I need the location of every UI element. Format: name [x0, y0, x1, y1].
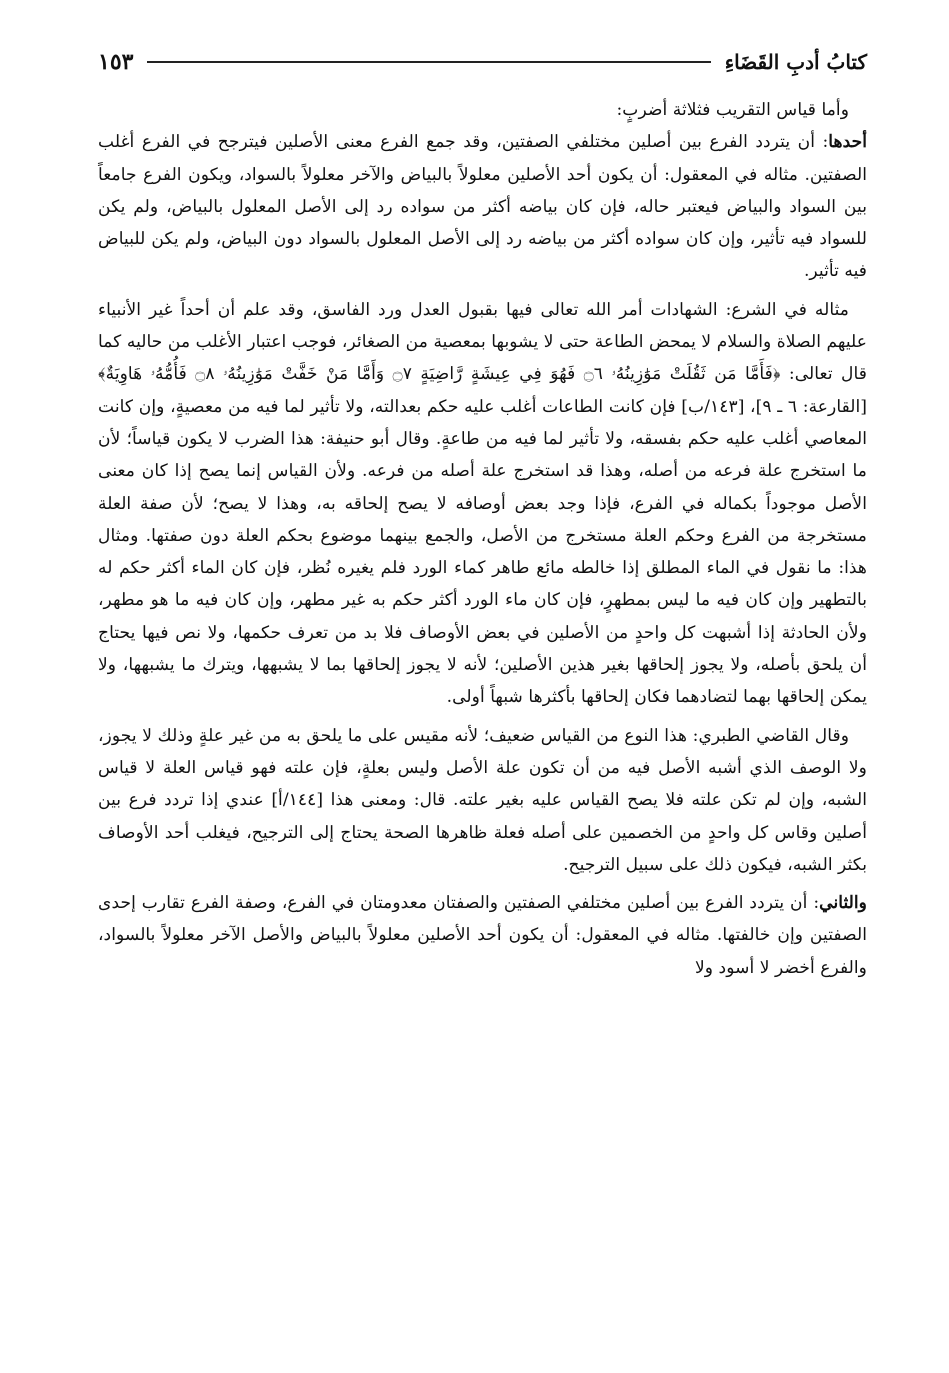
page-number: ١٥٣: [98, 49, 134, 75]
header-rule: [147, 61, 710, 63]
paragraph-second-type: [98, 887, 867, 984]
sharia-example-text: مثاله في الشرع: الشهادات أمر الله تعالى فيها بقبول العدل ورد الفاسق، وقد علم أن أحداً غير الأنبياء عليهم الصلاة والسلام لا يمحض الطاعة حتى لا يشوبها بمعصية من الصغائر، فوجب اعتبار الأغلب من حاليه كما قال تعالى:: [98, 299, 867, 385]
paragraph-sharia-example: [98, 294, 867, 714]
paragraph-tabari: [98, 720, 867, 881]
paragraph-intro-text: وأما قياس التقريب فثلاثة أضربٍ:: [616, 100, 849, 120]
body-text: [98, 94, 867, 984]
book-title: كتابُ أدبِ القَضَاءِ: [724, 50, 867, 74]
quran-verse: ﴿فَأَمَّا مَن ثَقُلَتْ مَوَٰزِينُهُۥ ۝٦ فَهُوَ فِي عِيشَةٍ رَّاضِيَةٍ ۝٧ وَأَمَّا مَنْ خَفَّتْ مَوَٰزِينُهُۥ ۝٨ فَأُمُّهُۥ هَاوِيَةٌ﴾: [98, 364, 781, 385]
sharia-example-continuation: [القارعة: ٦ ـ ٩]، [١٤٣/ب] فإن كانت الطاعات أغلب عليه حكم بعدالته، ولا تأثير لما فيه من معصيةٍ، وإن كانت المعاصي أغلب عليه حكم بفسقه، ولا تأثير لما فيه من طاعةٍ. وقال أبو حنيفة: هذا الضرب لا يكون قياساً؛ لأن ما استخرج علة فرعه من أصله، وهذا قد استخرج علة أصله من فرعه. ولأن القياس إنما يصح إذا كان معنى الأصل موجوداً بكماله في الفرع، فإذا وجد بعض أوصافه لا يصح إلحاقه به، وهذا لا يصح؛ لأن صفة العلة مستخرجة من الفرع وحكم العلة مستخرج من الأصل، والجمع بينهما موضوع بحكم العلة دون صفتها. ومثال هذا: ما نقول في الماء المطلق إذا خالطه مائع طاهر كماء الورد فلم يغيره نُظر، فإن كان الماء أكثر حكم له بالتطهير وإن كان فيه ما ليس بمطهرٍ، فإن كان ماء الورد أكثر حكم به غير مطهر، وإن كان فيه ما هو مطهر، ولأن الحادثة إذا أشبهت كل واحدٍ من الأصلين في بعض الأوصاف فلا بد من تعرف حكمها، ولا نص فيها يحتاج أن يلحق بأصله، ولا يجوز إلحاقها بغير هذين الأصلين؛ لأنه لا يجوز إلحاقها بما لا يشبهها، ويترك ما يشبهها، ولا يمكن إلحاقها بهما لتضادهما فكان إلحاقها بأكثرها شبهاً أولى.: [98, 396, 868, 708]
first-type-text: : أن يتردد الفرع بين أصلين مختلفي الصفتين، وقد جمع الفرع معنى الأصلين فيترجح في الفرع أغلب الصفتين. مثاله في المعقول: أن يكون أحد الأصلين معلولاً بالبياض والآخر معلولاً بالسواد، ويكون الفرع جامعاً بين السواد والبياض فيعتبر حاله، فإن كان بياضه أكثر من سواده رد إلى الأصل المعلول بالبياض، ولم يكن للسواد فيه تأثير، وإن كان سواده أكثر من بياضه رد إلى الأصل المعلول بالسواد دون البياض، ولم يكن للبياض فيه تأثير.: [98, 132, 867, 282]
second-type-text: : أن يتردد الفرع بين أصلين مختلفي الصفتين والصفتان معدومتان في الفرع، وصفة الفرع تقارب إحدى الصفتين وإن خالفتها. مثاله في المعقول: أن يكون أحد الأصلين معلولاً بالبياض والأصل الآخر معلولاً بالسواد، والفرع أخضر لا أسود ولا: [98, 893, 867, 978]
paragraph-intro: [98, 94, 867, 126]
second-type-heading: والثاني: [819, 893, 867, 914]
paragraph-first-type: [98, 126, 867, 287]
first-type-heading: أحدها: [828, 132, 867, 153]
running-header: [98, 40, 867, 84]
tabari-text: وقال القاضي الطبري: هذا النوع من القياس ضعيف؛ لأنه مقيس على ما يلحق به من غير علةٍ وذلك لا يجوز، ولا الوصف الذي أشبه الأصل فيه من أن تكون علة الأصل وليس بعلةٍ، فإن علته فهو قياس العلة لا قياس الشبه، وإن لم تكن علته فلا يصح القياس عليه بغير علته. قال: ومعنى هذا [١٤٤/أ] عندي إذا تردد فرع بين أصلين وقاس كل واحدٍ من الخصمين على أصله فعلة ظاهرها الصحة يحتاج إلى الترجيح، فيغلب أحد الأوصاف بكثر الشبه، فيكون ذلك على سبيل الترجيح.: [98, 725, 867, 875]
